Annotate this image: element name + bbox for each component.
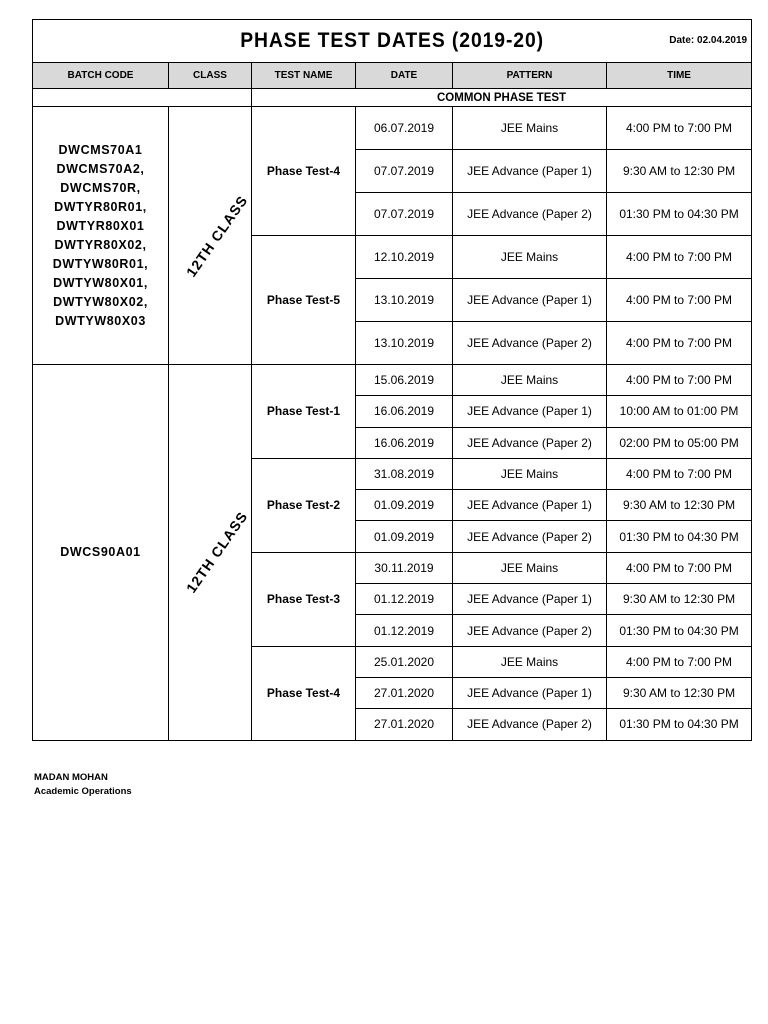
- time-cell: 4:00 PM to 7:00 PM: [607, 646, 752, 677]
- time-cell: 01:30 PM to 04:30 PM: [607, 709, 752, 740]
- date-cell: 13.10.2019: [356, 279, 453, 322]
- date-cell: 16.06.2019: [356, 427, 453, 458]
- common-phase-test-label: COMMON PHASE TEST: [252, 89, 752, 107]
- pattern-cell: JEE Advance (Paper 1): [453, 279, 607, 322]
- date-cell: 01.09.2019: [356, 521, 453, 552]
- batch-code-line: DWCS90A01: [60, 544, 141, 559]
- date-cell: 25.01.2020: [356, 646, 453, 677]
- pattern-cell: JEE Advance (Paper 2): [453, 193, 607, 236]
- header-batch-code: BATCH CODE: [33, 63, 169, 89]
- header-class: CLASS: [169, 63, 252, 89]
- pattern-cell: JEE Advance (Paper 2): [453, 322, 607, 365]
- time-cell: 01:30 PM to 04:30 PM: [607, 521, 752, 552]
- time-cell: 4:00 PM to 7:00 PM: [607, 107, 752, 150]
- table-row: [33, 107, 752, 150]
- batch-code-line: DWTYW80X02,: [53, 294, 148, 309]
- time-cell: 01:30 PM to 04:30 PM: [607, 615, 752, 646]
- test-name-cell: Phase Test-4: [252, 107, 356, 236]
- date-cell: 27.01.2020: [356, 677, 453, 708]
- date-cell: 16.06.2019: [356, 396, 453, 427]
- date-cell: 01.12.2019: [356, 615, 453, 646]
- batch-code-line: DWCMS70R,: [60, 180, 141, 195]
- time-cell: 4:00 PM to 7:00 PM: [607, 552, 752, 583]
- time-cell: 01:30 PM to 04:30 PM: [607, 193, 752, 236]
- table-body: [33, 107, 752, 741]
- time-cell: 10:00 AM to 01:00 PM: [607, 396, 752, 427]
- pattern-cell: JEE Advance (Paper 1): [453, 490, 607, 521]
- time-cell: 02:00 PM to 05:00 PM: [607, 427, 752, 458]
- time-cell: 9:30 AM to 12:30 PM: [607, 677, 752, 708]
- batch-code-line: DWTYR80R01,: [54, 199, 147, 214]
- pattern-cell: JEE Mains: [453, 365, 607, 396]
- batch-code-line: DWCMS70A1: [58, 142, 143, 157]
- time-cell: 4:00 PM to 7:00 PM: [607, 458, 752, 489]
- header-date: DATE: [356, 63, 453, 89]
- date-cell: 06.07.2019: [356, 107, 453, 150]
- time-cell: 9:30 AM to 12:30 PM: [607, 490, 752, 521]
- time-cell: 4:00 PM to 7:00 PM: [607, 365, 752, 396]
- test-name-cell: Phase Test-4: [252, 646, 356, 740]
- batch-code-line: DWTYW80X03: [55, 313, 146, 328]
- date-cell: 30.11.2019: [356, 552, 453, 583]
- test-name-cell: Phase Test-3: [252, 552, 356, 646]
- phase-test-table: [32, 19, 752, 741]
- batch-code-line: DWTYW80R01,: [52, 256, 149, 271]
- pattern-cell: JEE Advance (Paper 1): [453, 396, 607, 427]
- header-time: TIME: [607, 63, 752, 89]
- signatory-department: Academic Operations: [34, 786, 132, 797]
- pattern-cell: JEE Mains: [453, 646, 607, 677]
- date-cell: 15.06.2019: [356, 365, 453, 396]
- pattern-cell: JEE Advance (Paper 2): [453, 427, 607, 458]
- test-name-cell: Phase Test-5: [252, 236, 356, 365]
- date-cell: 12.10.2019: [356, 236, 453, 279]
- table-row: [33, 365, 752, 396]
- date-cell: 27.01.2020: [356, 709, 453, 740]
- pattern-cell: JEE Mains: [453, 458, 607, 489]
- time-cell: 9:30 AM to 12:30 PM: [607, 150, 752, 193]
- common-spacer: [33, 89, 252, 107]
- test-name-cell: Phase Test-1: [252, 365, 356, 459]
- header-test-name: TEST NAME: [252, 63, 356, 89]
- page-title: PHASE TEST DATES (2019-20): [240, 29, 544, 52]
- class-cell: [169, 107, 252, 365]
- batch-code-line: DWTYR80X02,: [54, 237, 147, 252]
- pattern-cell: JEE Advance (Paper 2): [453, 521, 607, 552]
- test-name-cell: Phase Test-2: [252, 458, 356, 552]
- header-pattern: PATTERN: [453, 63, 607, 89]
- pattern-cell: JEE Advance (Paper 2): [453, 709, 607, 740]
- batch-code-line: DWCMS70A2,: [56, 161, 145, 176]
- pattern-cell: JEE Advance (Paper 1): [453, 677, 607, 708]
- pattern-cell: JEE Mains: [453, 552, 607, 583]
- time-cell: 4:00 PM to 7:00 PM: [607, 236, 752, 279]
- date-cell: 01.09.2019: [356, 490, 453, 521]
- pattern-cell: JEE Mains: [453, 107, 607, 150]
- pattern-cell: JEE Advance (Paper 1): [453, 150, 607, 193]
- date-cell: 07.07.2019: [356, 150, 453, 193]
- batch-code-line: DWTYW80X01,: [53, 275, 148, 290]
- batch-code-cell: [33, 107, 169, 365]
- issue-date: Date: 02.04.2019: [669, 35, 748, 46]
- signatory-name: MADAN MOHAN: [34, 772, 108, 783]
- pattern-cell: JEE Mains: [453, 236, 607, 279]
- class-label: 12TH CLASS: [182, 508, 251, 597]
- class-cell: [169, 365, 252, 741]
- class-label: 12TH CLASS: [182, 191, 251, 280]
- batch-code-line: DWTYR80X01: [56, 218, 145, 233]
- pattern-cell: JEE Advance (Paper 1): [453, 584, 607, 615]
- time-cell: 4:00 PM to 7:00 PM: [607, 322, 752, 365]
- date-cell: 01.12.2019: [356, 584, 453, 615]
- pattern-cell: JEE Advance (Paper 2): [453, 615, 607, 646]
- time-cell: 4:00 PM to 7:00 PM: [607, 279, 752, 322]
- title-bar: [33, 20, 752, 63]
- date-cell: 07.07.2019: [356, 193, 453, 236]
- time-cell: 9:30 AM to 12:30 PM: [607, 584, 752, 615]
- date-cell: 13.10.2019: [356, 322, 453, 365]
- date-cell: 31.08.2019: [356, 458, 453, 489]
- batch-code-cell: [33, 365, 169, 741]
- header-row: [33, 63, 752, 89]
